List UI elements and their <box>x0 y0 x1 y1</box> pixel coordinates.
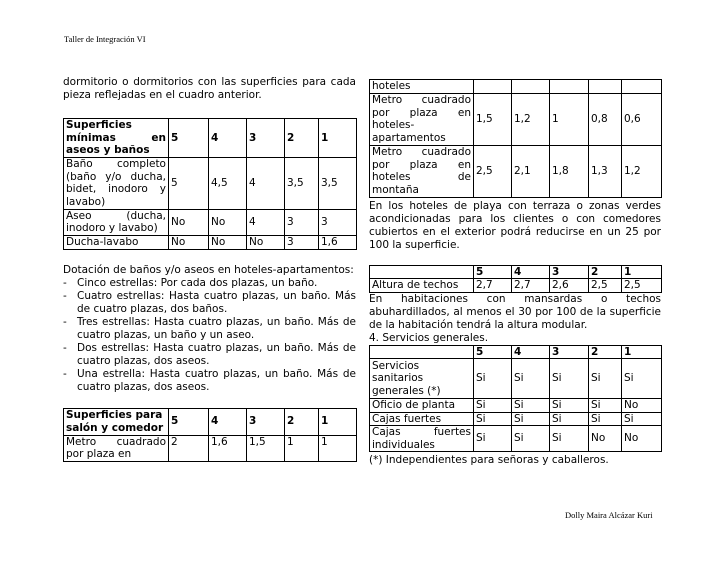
table-cell: No <box>209 235 247 249</box>
table-cell: Si <box>589 412 622 426</box>
table-cell: Cajas fuertes individuales <box>370 426 474 452</box>
salon-table <box>63 408 357 462</box>
dotacion-title: Dotación de baños y/o aseos en hoteles-apartamentos: <box>63 263 354 276</box>
techos-table <box>369 265 662 293</box>
table-cell: No <box>622 399 662 413</box>
table-cell: Si <box>550 412 589 426</box>
table-cell: 3,5 <box>285 157 319 209</box>
table-cell <box>370 265 474 279</box>
left-column <box>63 76 356 462</box>
list-item: - Tres estrellas: Hasta cuatro plazas, un baño. Más de cuatro plazas, un baño y un aseo. <box>63 316 356 342</box>
table-cell: 1,5 <box>247 435 285 461</box>
table-row <box>370 145 662 197</box>
table-cell: 2 <box>589 345 622 359</box>
table-cell <box>370 345 474 359</box>
table-cell: Si <box>589 399 622 413</box>
table-cell: Oficio de planta <box>370 399 474 413</box>
table-row <box>370 345 662 359</box>
table-cell: 4 <box>512 345 550 359</box>
table-row <box>64 209 357 235</box>
table-cell: 3 <box>285 235 319 249</box>
table-cell: 2 <box>169 435 209 461</box>
table-cell <box>622 80 662 94</box>
table-cell <box>512 80 550 94</box>
table-cell: 2,6 <box>550 279 589 293</box>
table-cell: 1 <box>622 345 662 359</box>
mansardas-paragraph: En habitaciones con mansardas o techos abuhardillados, al menos el 30 por 100 de la superficie de la habitación tendrá la altura modular. <box>369 292 661 331</box>
table-cell: Si <box>512 359 550 399</box>
table-cell: Metro cuadrado por plaza en <box>64 435 169 461</box>
table-cell: Si <box>474 359 512 399</box>
table-cell: 1 <box>319 119 357 158</box>
table-row <box>370 412 662 426</box>
table-row <box>370 80 662 94</box>
table-cell: 2 <box>285 119 319 158</box>
right-column <box>369 79 661 467</box>
table-cell: 2 <box>285 408 319 435</box>
footnote: (*) Independientes para señoras y caballeros. <box>369 454 609 466</box>
table-cell <box>474 80 512 94</box>
list-item: - Cinco estrellas: Por cada dos plazas, un baño. <box>63 277 356 290</box>
table-cell: 1,6 <box>319 235 357 249</box>
table-cell: 4 <box>209 119 247 158</box>
table-cell: Si <box>622 412 662 426</box>
table-cell <box>550 80 589 94</box>
aseos-header-label: Superficies mínimas en aseos y baños <box>64 119 169 158</box>
table-cell: Si <box>550 359 589 399</box>
table-cell: Metro cuadrado por plaza en hoteles de montaña <box>370 145 474 197</box>
table-cell: Metro cuadrado por plaza en hoteles-apartamentos <box>370 93 474 145</box>
table-cell: 1,3 <box>589 145 622 197</box>
table-cell: 3 <box>247 408 285 435</box>
intro-paragraph: dormitorio o dormitorios con las superficies para cada pieza reflejadas en el cuadro anterior. <box>63 76 356 101</box>
table-cell: Si <box>550 399 589 413</box>
table-row <box>64 435 357 461</box>
table-cell: 1 <box>622 265 662 279</box>
table-cell: Servicios sanitarios generales (*) <box>370 359 474 399</box>
table-cell: No <box>622 426 662 452</box>
page-footer: Dolly Maira Alcázar Kuri <box>565 510 653 520</box>
table-cell: 5 <box>474 265 512 279</box>
aseos-header-row <box>64 119 357 158</box>
table-cell: Si <box>512 399 550 413</box>
table-row <box>370 93 662 145</box>
table-cell: 4 <box>247 157 285 209</box>
table-cell: 1 <box>285 435 319 461</box>
table-cell: Ducha-lavabo <box>64 235 169 249</box>
table-cell: Altura de techos <box>370 279 474 293</box>
table-cell: Cajas fuertes <box>370 412 474 426</box>
salon-header-row <box>64 408 357 435</box>
table-cell: No <box>169 235 209 249</box>
table-cell: 3 <box>550 265 589 279</box>
table-cell: 2,7 <box>512 279 550 293</box>
table-row <box>64 235 357 249</box>
table-cell: No <box>247 235 285 249</box>
table-cell: Baño completo (baño y/o ducha, bidet, inodoro y lavabo) <box>64 157 169 209</box>
table-cell: 1,2 <box>622 145 662 197</box>
table-cell: 0,6 <box>622 93 662 145</box>
table-row <box>370 426 662 452</box>
table-cell: hoteles <box>370 80 474 94</box>
table-cell: 1,8 <box>550 145 589 197</box>
table-cell: 3 <box>550 345 589 359</box>
table-cell <box>589 80 622 94</box>
table-cell: Si <box>512 426 550 452</box>
table-cell: Si <box>622 359 662 399</box>
dotacion-list <box>63 277 356 394</box>
table-cell: No <box>589 426 622 452</box>
table-cell: 5 <box>169 408 209 435</box>
table-cell: 4 <box>512 265 550 279</box>
table-cell: Si <box>512 412 550 426</box>
table-cell: 1 <box>550 93 589 145</box>
table-cell: 5 <box>169 157 209 209</box>
table-cell: No <box>169 209 209 235</box>
servicios-title: 4. Servicios generales. <box>369 331 489 344</box>
servicios-table <box>369 345 662 453</box>
table-cell: 4 <box>209 408 247 435</box>
table-cell: 1 <box>319 408 357 435</box>
table-row <box>370 279 662 293</box>
table-cell: Si <box>474 426 512 452</box>
table-cell: Aseo (ducha, inodoro y lavabo) <box>64 209 169 235</box>
table-cell: 2,5 <box>474 145 512 197</box>
table-cell: Si <box>550 426 589 452</box>
table-cell: 2,1 <box>512 145 550 197</box>
table-cell: 4 <box>247 209 285 235</box>
salon-header-label: Superficies para salón y comedor <box>64 408 169 435</box>
top-table <box>369 79 662 198</box>
table-cell: 3 <box>247 119 285 158</box>
table-cell: 3 <box>285 209 319 235</box>
table-row <box>370 399 662 413</box>
table-cell: 2,5 <box>622 279 662 293</box>
table-cell: Si <box>589 359 622 399</box>
table-cell: 5 <box>169 119 209 158</box>
aseos-table <box>63 118 357 250</box>
table-cell: 1 <box>319 435 357 461</box>
table-cell: 1,6 <box>209 435 247 461</box>
table-cell: 0,8 <box>589 93 622 145</box>
table-cell: 4,5 <box>209 157 247 209</box>
table-row <box>370 265 662 279</box>
table-row <box>64 157 357 209</box>
page-header: Taller de Integración VI <box>64 34 146 44</box>
list-item: - Dos estrellas: Hasta cuatro plazas, un baño. Más de cuatro plazas, dos aseos. <box>63 342 356 368</box>
list-item: - Una estrella: Hasta cuatro plazas, un baño. Más de cuatro plazas, dos aseos. <box>63 368 356 394</box>
list-item: - Cuatro estrellas: Hasta cuatro plazas, un baño. Más de cuatro plazas, dos baños. <box>63 290 356 316</box>
table-cell: No <box>209 209 247 235</box>
table-cell: Si <box>474 412 512 426</box>
table-cell: Si <box>474 399 512 413</box>
table-cell: 1,5 <box>474 93 512 145</box>
table-row <box>370 359 662 399</box>
table-cell: 2 <box>589 265 622 279</box>
table-cell: 5 <box>474 345 512 359</box>
table-cell: 3 <box>319 209 357 235</box>
table-cell: 3,5 <box>319 157 357 209</box>
table-cell: 1,2 <box>512 93 550 145</box>
table-cell: 2,5 <box>589 279 622 293</box>
table-cell: 2,7 <box>474 279 512 293</box>
playa-paragraph: En los hoteles de playa con terraza o zonas verdes acondicionadas para los clientes o con comedores cubiertos en el exterior podrá reducirse en un 25 por 100 la superficie. <box>369 199 661 251</box>
